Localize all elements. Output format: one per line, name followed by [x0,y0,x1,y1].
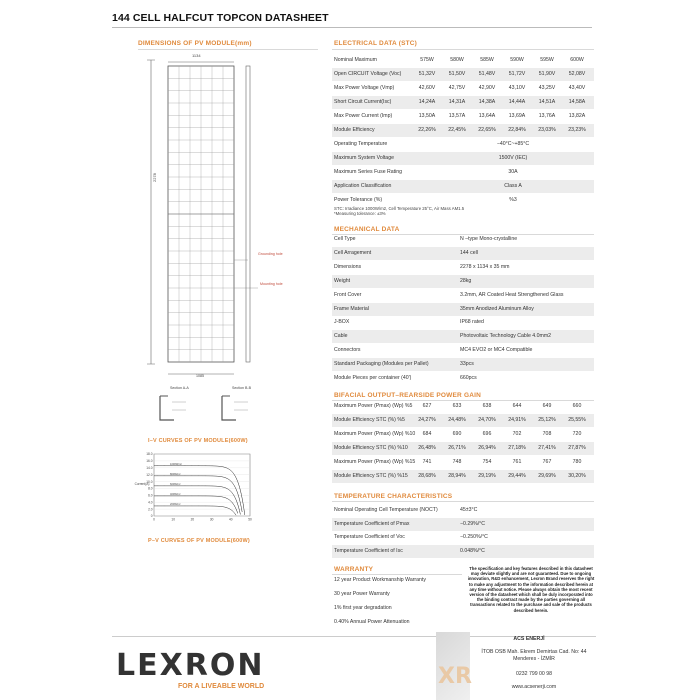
bifacial-row-value: 29,69% [538,473,556,479]
bifacial-row-value: 28,68% [418,473,436,479]
iv-ytick: 12.0 [146,472,153,477]
electrical-row-value: 13,76A [538,113,556,119]
temperature-row-value: 0.048%/°C [460,547,485,554]
iv-xtick: 40 [229,517,233,522]
electrical-row-value: 14,38A [478,99,496,105]
electrical-row [332,152,594,165]
iv-curve-label: 600W/m² [170,483,181,487]
iv-xtick: 10 [171,517,175,522]
iv-chart [134,448,258,530]
bifacial-row-label: Module Efficiency STC (%) %15 [334,473,408,479]
electrical-row-value: 30A [508,169,518,175]
temperature-row-label: Temperature Coefficient of Pmax [334,520,410,527]
bifacial-row-value: 24,48% [448,417,466,423]
electrical-row-value: 43,10V [508,85,526,91]
temperature-row-value: −0.250%/°C [460,534,488,540]
electrical-row-value: 51,50V [448,71,466,77]
electrical-row-value: 42,90V [478,85,496,91]
electrical-row [332,180,594,193]
bifacial-row-label: Maximum Power (Pmax) (Wp) %5 [334,403,413,409]
dimensions-rule [138,49,318,50]
bifacial-row-value: 26,94% [478,445,496,451]
lexron-logo: LEXRON [116,648,265,683]
mechanical-row-value: 2278 x 1134 x 35 mm [460,263,510,270]
electrical-row-label: Maximum Series Fuse Rating [334,169,403,175]
temperature-row [332,545,594,558]
electrical-row-value: 23,03% [538,127,556,133]
module-width-label: 1134 [192,53,201,58]
iv-curve-label: 200W/m² [170,503,181,507]
mechanical-row-label: Front Cover [334,291,362,298]
electrical-row-label: Module Efficiency [334,127,375,133]
electrical-row-label: Max Power Current (Imp) [334,113,393,119]
section-b-label: Section B-B [232,386,251,390]
mechanical-row [332,261,594,274]
temperature-heading: TEMPERATURE CHARACTERISTICS [334,493,453,500]
iv-curve-label: 400W/m² [170,493,181,497]
bifacial-row-value: 684 [422,431,432,437]
bifacial-row-value: 28,94% [448,473,466,479]
electrical-row-value: 14,31A [448,99,466,105]
iv-ytick: 0 [150,514,153,519]
tolerance-note: *Measuring tolerance: ±3% [334,211,386,216]
company-name: ACS ENERJİ [513,636,545,642]
module-height-label: 2278 [152,173,157,182]
mechanical-row-value: N –type Mono-crystalline [460,236,518,242]
warranty-item: 1% first year degradation [334,605,392,611]
electrical-row-value: 585W [480,57,494,63]
stc-note: STC: Irradiance 1000W/m2, Cell Temperature 25°C, Air Mass AM1.5 [334,206,465,211]
electrical-row-value: 580W [450,57,464,63]
mechanical-row [332,330,594,343]
bifacial-row [332,470,594,483]
bifacial-row-value: 633 [452,403,462,409]
bifacial-row-value: 27,87% [568,445,586,451]
bifacial-row-value: 644 [512,403,522,409]
mechanical-row-label: Dimensions [334,263,362,270]
bifacial-row-value: 754 [482,459,492,465]
electrical-row-value: 22,65% [478,127,496,133]
iv-xtick: 30 [209,517,214,522]
bifacial-row-value: 29,19% [478,473,496,479]
mechanical-row-value: 660pcs [460,375,477,381]
section-b-detail [214,386,274,426]
electrical-row-value: 42,75V [448,85,466,91]
bifacial-row-value: 627 [422,403,432,409]
temperature-row-value: 45±3°C [460,507,478,513]
phone-number: 0232 799 00 98 [515,671,553,677]
xr-watermark-text: XR [438,664,472,689]
warranty-item: 30 year Power Warranty [334,591,390,597]
temperature-row-label: Nominal Operating Cell Temperature (NOCT) [334,507,438,513]
mechanical-row-label: Cell Arragement [334,249,372,256]
iv-ytick: 14.0 [146,465,153,470]
iv-ytick: 6.0 [148,493,153,498]
mechanical-row-label: Standard Packaging (Modules per Pallet) [334,361,429,368]
electrical-row [332,54,594,67]
temperature-row-label: Temperature Coefficient of Voc [334,534,405,540]
mechanical-row-value: IP68 rated [460,319,484,326]
bifacial-row-label: Module Efficiency STC (%) %10 [334,445,408,451]
electrical-row-label: Maximum System Voltage [334,155,394,161]
grounding-hole-callout: Grounding hole [258,252,283,256]
bifacial-row-value: 25,12% [538,417,556,423]
mechanical-row-value: 28kg [460,277,472,284]
module-bottom-label: 1085 [196,374,204,378]
pv-heading: P–V CURVES OF PV MODULE(600W) [148,538,250,544]
mechanical-row-label: Cell Type [334,236,356,242]
bifacial-row-value: 27,18% [508,445,526,451]
address-line-1: İTOB OSB Mah. Ekrem Demirtas Cad. No: 44 [481,649,587,655]
bifacial-row [332,428,594,441]
mechanical-row-label: J-BOX [334,319,350,326]
bifacial-row-value: 708 [542,431,552,437]
mechanical-row-value: 144 cell [460,249,478,256]
electrical-row [332,166,594,179]
electrical-row-value: 22,84% [508,127,526,133]
electrical-row-value: 42,60V [418,85,436,91]
temperature-rule [332,501,594,502]
bifacial-row [332,400,594,413]
bifacial-row [332,456,594,469]
bifacial-row-value: 24,70% [478,417,496,423]
bifacial-row-value: 767 [542,459,552,465]
iv-ylabel: Current(A) [134,482,150,486]
bifacial-row [332,414,594,427]
electrical-row-value: 600W [570,57,584,63]
bifacial-row-value: 24,27% [418,417,436,423]
mechanical-row [332,289,594,302]
iv-ytick: 16.0 [146,459,153,464]
electrical-row-label: Nominal Maximum [334,57,377,63]
dimensions-heading: DIMENSIONS OF PV MODULE(mm) [138,40,252,47]
module-drawing [140,52,320,382]
electrical-rule [332,49,594,50]
bifacial-row-value: 30,20% [568,473,586,479]
bifacial-row-value: 780 [572,459,582,465]
bifacial-row-value: 24,91% [508,417,526,423]
bifacial-row-value: 27,41% [538,445,556,451]
mechanical-row-label: Module Pieces per container (40') [334,375,412,381]
pv-chart [138,548,258,634]
bifacial-row-value: 26,48% [418,445,436,451]
bifacial-row-value: 649 [542,403,552,409]
iv-ytick: 4.0 [148,500,153,505]
brand-slogan: FOR A LIVEABLE WORLD [178,683,265,690]
electrical-row-value: 43,40V [568,85,586,91]
mounting-hole-callout: Mounting hole [260,282,283,286]
address-line-2: Menderes - İZMİR [513,656,555,662]
temperature-row [332,531,594,544]
bifacial-row-value: 748 [452,459,462,465]
bifacial-row-value: 702 [512,431,522,437]
page-title: 144 CELL HALFCUT TOPCON DATASHEET [112,12,329,24]
mechanical-row-label: Connectors [334,347,361,354]
electrical-row-value: 13,69A [508,113,526,119]
warranty-item: 12 year Product Workmanship Warranty [334,577,426,583]
electrical-row-value: 22,26% [418,127,436,133]
iv-curve-label: 1000W/m² [170,462,182,466]
iv-xtick: 0 [153,517,155,522]
bifacial-row-value: 720 [572,431,582,437]
mechanical-row [332,344,594,357]
warranty-item: 0.40% Annual Power Attenuation [334,619,410,625]
bifacial-row-value: 26,71% [448,445,466,451]
electrical-row-label: Short Circuit Current(Isc) [334,99,392,105]
iv-ytick: 2.0 [148,507,153,512]
mechanical-row [332,372,594,385]
mechanical-row [332,358,594,371]
electrical-row-value: 13,57A [448,113,466,119]
electrical-row-value: 51,90V [538,71,556,77]
electrical-row [332,82,594,95]
mechanical-row-value: MC4 EVO2 or MC4 Compatible [460,347,533,354]
electrical-row-value: 1500V (IEC) [498,155,528,161]
electrical-row [332,96,594,109]
temperature-row-label: Temperature Coefficient of Isc [334,547,403,554]
electrical-row-value: 13,82A [568,113,586,119]
iv-xtick: 20 [190,517,195,522]
mechanical-row [332,316,594,329]
mechanical-row [332,303,594,316]
iv-plot-area [154,454,250,516]
electrical-row-value: 575W [420,57,434,63]
bifacial-row-label: Module Efficiency STC (%) %5 [334,417,405,423]
iv-heading: I–V CURVES OF PV MODULE(600W) [148,438,248,444]
section-a-detail [152,386,212,426]
temperature-row-value: −0.29%/°C [460,520,486,527]
mechanical-row-value: 3.2mm, AR Coated Heat Strengthened Glass [460,291,564,298]
mechanical-heading: MECHANICAL DATA [334,226,400,233]
bifacial-row-value: 761 [512,459,522,465]
electrical-row [332,124,594,137]
electrical-row-value: 14,51A [538,99,556,105]
bifacial-heading: BIFACIAL OUTPUT–REARSIDE POWER GAIN [334,392,482,399]
iv-ytick: 10.0 [146,479,153,484]
electrical-row-value: 51,72V [508,71,526,77]
disclaimer-text: The specification and key features described in this datasheet may deviate slightly and are not guaranteed. Due to ongoing innovation, R&D enhancement, Lexron Brand reserves the right to make any adjustment to the information described herein at any time without notice. Please always obtain the most recent version of the datasheet which shall be duly incorporated into the binding contract made by the parties governing all transactions related to the purchase and sale of the products described herein. [467,566,595,613]
electrical-row-value: Class A [504,183,522,189]
electrical-row-value: 595W [540,57,554,63]
electrical-row [332,110,594,123]
electrical-row-value: 51,48V [478,71,496,77]
mechanical-row [332,233,594,246]
bifacial-row-value: 25,55% [568,417,586,423]
bifacial-row-value: 638 [482,403,492,409]
electrical-row-value: 13,50A [418,113,436,119]
electrical-row-value: 22,45% [448,127,466,133]
bifacial-row-value: 741 [422,459,432,465]
mechanical-row-label: Weight [334,277,351,284]
bifacial-row-value: 690 [452,431,462,437]
xr-watermark [436,632,470,700]
electrical-row-label: Operating Temperature [334,141,388,147]
bifacial-row-value: 696 [482,431,492,437]
electrical-row-value: −40°C~+85°C [496,141,530,147]
bifacial-row-label: Maximum Power (Pmax) (Wp) %15 [334,459,416,465]
electrical-row-value: 43,25V [538,85,556,91]
iv-ytick: 18.0 [146,452,153,457]
warranty-rule [332,574,462,575]
iv-ytick: 8.0 [148,486,153,491]
electrical-row [332,68,594,81]
electrical-row-value: %3 [509,197,517,203]
electrical-row-label: Max Power Voltage (Vmp) [334,85,395,91]
electrical-row-value: 13,64A [478,113,496,119]
temperature-row [332,504,594,517]
electrical-row-value: 52,08V [568,71,586,77]
iv-xtick: 50 [248,517,252,522]
mechanical-row-label: Cable [334,333,348,340]
mechanical-row-value: Photovoltaic Technology Cable 4.0mm2 [460,333,552,340]
section-a-label: Section A-A [170,386,189,390]
bifacial-row [332,442,594,455]
mechanical-row [332,275,594,288]
mechanical-row [332,247,594,260]
temperature-row [332,518,594,531]
warranty-heading: WARRANTY [334,566,374,573]
electrical-row-value: 14,24A [418,99,436,105]
electrical-row-label: Application Classification [334,183,392,189]
iv-curve-label: 800W/m² [170,473,181,477]
electrical-row-value: 14,58A [568,99,586,105]
electrical-row-label: Open CIRCUIT Voltage (Voc) [334,71,402,77]
bifacial-row-label: Maximum Power (Pmax) (Wp) %10 [334,431,416,437]
electrical-row-value: 51,32V [418,71,436,77]
website-link[interactable]: www.acsenerji.com [511,684,557,690]
electrical-row-label: Power Tolerance (%) [334,197,383,203]
electrical-row-value: 23,23% [568,127,586,133]
bifacial-row-value: 660 [572,403,582,409]
title-divider [112,27,592,28]
bifacial-row-value: 29,44% [508,473,526,479]
electrical-row-value: 14,44A [508,99,526,105]
electrical-row-value: 590W [510,57,524,63]
mechanical-row-value: 33pcs [460,361,474,368]
mechanical-row-label: Frame Material [334,305,369,312]
electrical-row [332,138,594,151]
mechanical-row-value: 35mm Anodized Aluminum Alloy [460,305,534,312]
electrical-heading: ELECTRICAL DATA (STC) [334,40,418,47]
